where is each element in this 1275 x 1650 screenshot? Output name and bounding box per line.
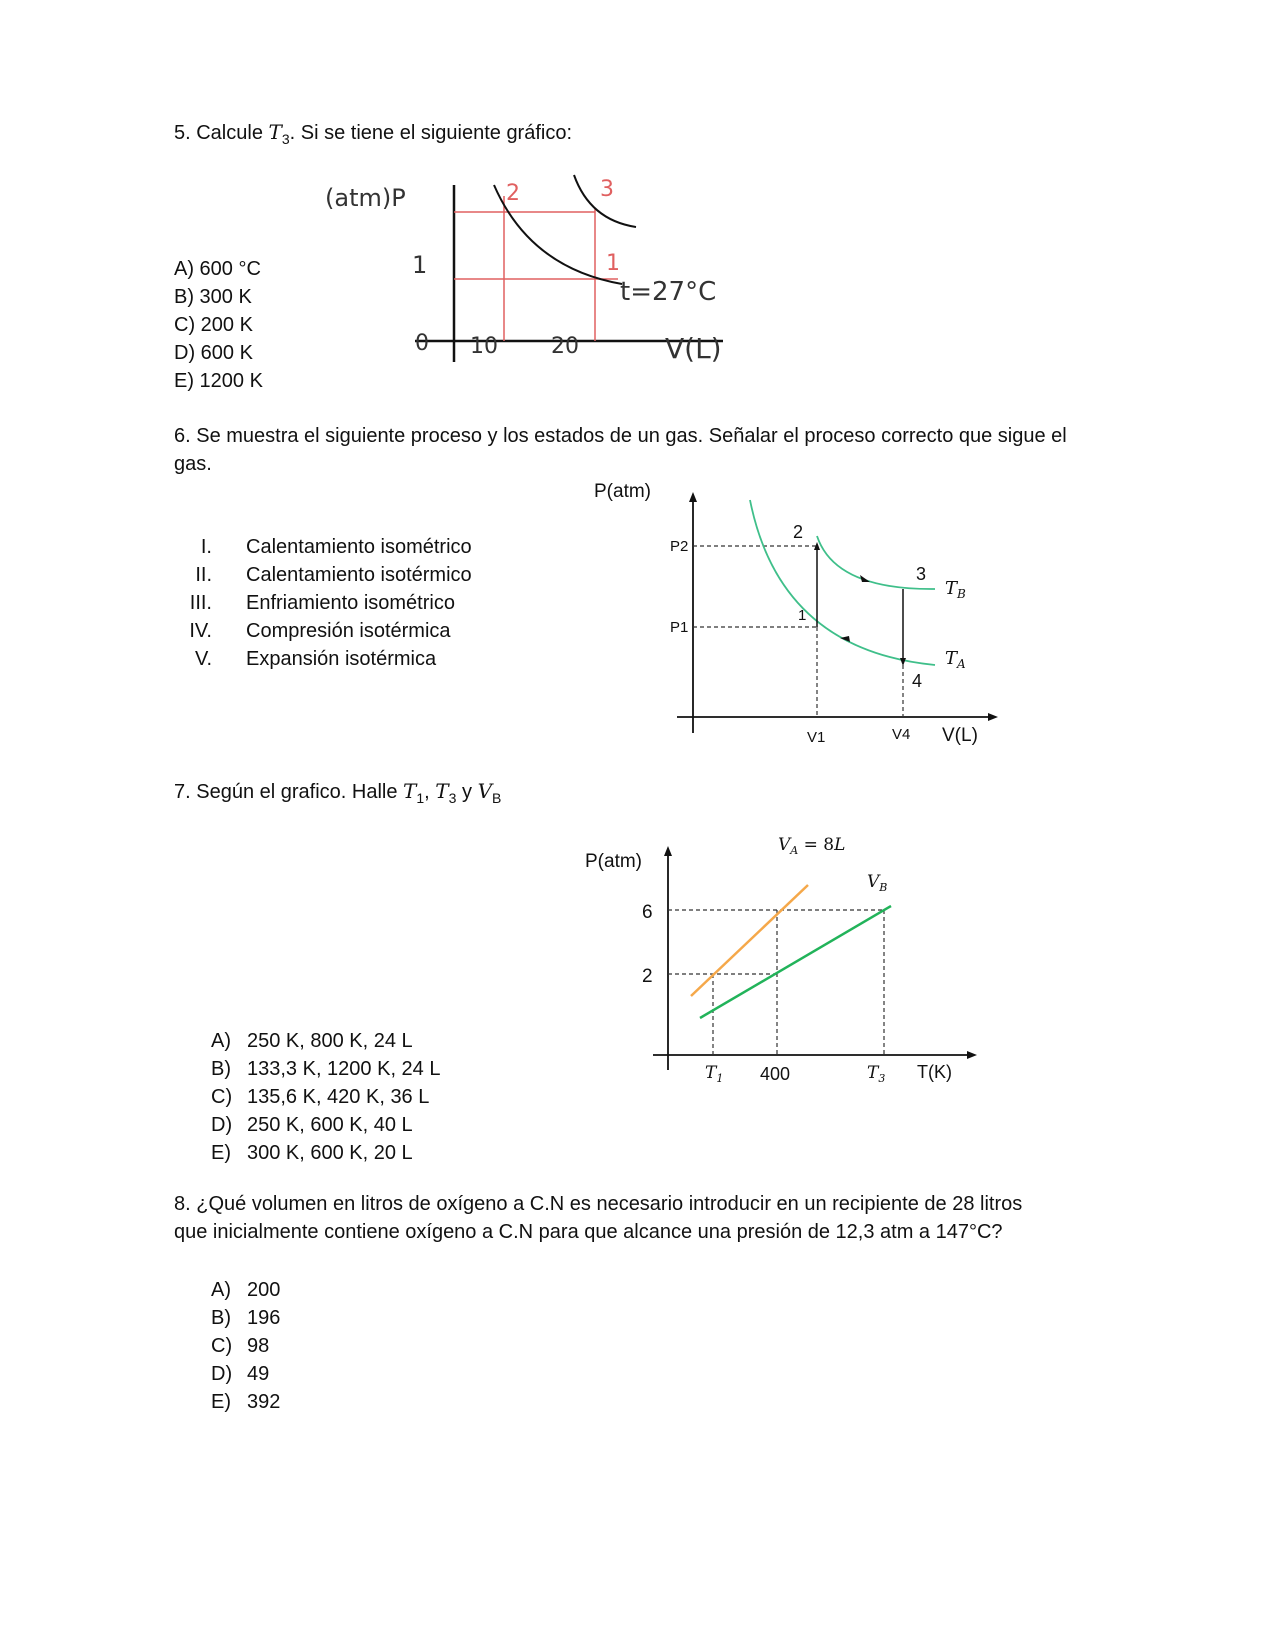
q7-and: y [456, 781, 478, 803]
q5-sub: 3 [281, 131, 290, 147]
q5-x-tick-20: 20 [551, 334, 579, 359]
q5-option-c[interactable]: C) 200 K [174, 314, 253, 336]
q7-t3-label [867, 1063, 885, 1085]
q6-state-4: 4 [912, 671, 923, 691]
q6-item-5[interactable] [174, 645, 436, 673]
q5-option-e[interactable]: E) 1200 K [174, 370, 263, 392]
q8-option-label: C) [211, 1335, 233, 1357]
q8-option-label: B) [211, 1307, 231, 1329]
q6-tb-label [945, 578, 966, 601]
q5-var: T [268, 120, 282, 144]
q7-option-a[interactable] [211, 1027, 413, 1055]
q7-option-d[interactable] [211, 1111, 413, 1139]
q7-t1-var: T [705, 1063, 717, 1083]
q7-y-tick-2: 2 [642, 966, 653, 987]
q7-option-text: 250 K, 600 K, 40 L [247, 1114, 413, 1136]
q8-question-line-2: que inicialmente contiene oxígeno a C.N para que alcance una presión de 12,3 atm a 147°C? [174, 1221, 1003, 1243]
q7-va-eq: = 8 [798, 835, 835, 855]
q7-option-label: E) [211, 1142, 231, 1164]
q7-option-text: 135,6 K, 420 K, 36 L [247, 1086, 430, 1108]
q7-option-label: B) [211, 1058, 231, 1080]
q5-point-3: 3 [600, 177, 614, 202]
q7-vb-label [867, 872, 887, 894]
q5-option-d[interactable]: D) 600 K [174, 342, 253, 364]
q6-y-label: P(atm) [594, 481, 651, 502]
q8-option-e[interactable] [211, 1388, 280, 1416]
q7-option-label: A) [211, 1030, 231, 1052]
q7-y-label: P(atm) [585, 851, 642, 872]
q5-option-b[interactable]: B) 300 K [174, 286, 252, 308]
q7-vb-sub: B [492, 790, 502, 806]
q5-option-a[interactable]: A) 600 °C [174, 258, 261, 280]
q7-va-sub: A [790, 844, 799, 857]
q7-option-text: 250 K, 800 K, 24 L [247, 1030, 413, 1052]
q7-vb-sub-g: B [879, 881, 888, 894]
q7-t1-sub-g: 1 [716, 1072, 724, 1085]
q7-t1: T [403, 779, 417, 803]
q6-x-arrow [988, 713, 998, 721]
q5-prefix: 5. Calcule [174, 122, 269, 144]
q8-option-text: 392 [247, 1391, 281, 1413]
q6-ta-sub: A [957, 657, 966, 671]
q7-va-var: V [778, 835, 791, 855]
q5-point-2: 2 [506, 181, 520, 206]
q6-v4-label: V4 [892, 726, 911, 743]
q6-item-1[interactable] [174, 533, 472, 561]
q6-arrowhead-3-4 [900, 658, 906, 666]
q5-x-label: V(L) [665, 332, 722, 365]
q7-graph [585, 830, 995, 1095]
q5-point-1: 1 [606, 251, 620, 276]
q7-option-b[interactable] [211, 1055, 441, 1083]
q6-item-text: Expansión isotérmica [246, 648, 437, 670]
q6-item-3[interactable] [174, 589, 455, 617]
q7-x-tick-400: 400 [760, 1064, 791, 1084]
q6-graph [594, 481, 1020, 760]
q8-option-label: E) [211, 1391, 231, 1413]
q6-tb-var: T [945, 578, 958, 599]
q5-temp-label: t=27°C [620, 277, 717, 307]
q6-item-text: Calentamiento isométrico [246, 536, 472, 558]
q7-option-text: 300 K, 600 K, 20 L [247, 1142, 413, 1164]
q6-item-num: IV. [189, 620, 212, 642]
q6-tb-sub: B [957, 587, 966, 601]
q5-graph [325, 170, 760, 390]
q7-line-va [691, 885, 808, 996]
q8-question-line-1: 8. ¿Qué volumen en litros de oxígeno a C.N es necesario introducir en un recipiente de 28 litros [174, 1193, 1023, 1215]
q6-item-num: II. [195, 564, 212, 586]
q7-option-label: D) [211, 1114, 233, 1136]
q6-item-4[interactable] [174, 617, 451, 645]
q6-ta-label [945, 648, 966, 671]
q6-state-1: 1 [798, 607, 807, 624]
q5-question [174, 118, 572, 153]
q6-y-arrow [689, 492, 697, 502]
q6-v1-label: V1 [807, 729, 826, 746]
q7-t3-sub: 3 [448, 790, 457, 806]
q8-option-a[interactable] [211, 1276, 280, 1304]
q7-t1-label [705, 1063, 723, 1085]
q6-item-num: III. [189, 592, 212, 614]
q7-t3: T [435, 779, 449, 803]
q8-option-b[interactable] [211, 1304, 280, 1332]
q5-suffix: . Si se tiene el siguiente gráfico: [289, 122, 573, 144]
q7-va-label [778, 835, 845, 857]
q7-vb: V [477, 779, 493, 803]
q7-x-label: T(K) [917, 1062, 952, 1082]
q6-item-num: I. [200, 536, 212, 558]
q8-option-label: D) [211, 1363, 233, 1385]
q8-option-text: 98 [247, 1335, 270, 1357]
q7-option-label: C) [211, 1086, 233, 1108]
q6-item-num: V. [194, 648, 212, 670]
q8-option-c[interactable] [211, 1332, 269, 1360]
q8-option-text: 200 [247, 1279, 281, 1301]
q6-state-2: 2 [793, 522, 804, 542]
q5-origin: 0 [415, 331, 429, 356]
q8-option-text: 196 [247, 1307, 281, 1329]
q7-option-c[interactable] [211, 1083, 429, 1111]
q6-state-3: 3 [916, 564, 927, 584]
q8-option-d[interactable] [211, 1360, 269, 1388]
q6-arrowhead-2-3 [860, 575, 870, 582]
q6-item-2[interactable] [174, 561, 472, 589]
q7-va-unit: L [834, 835, 846, 855]
q7-option-e[interactable] [211, 1139, 413, 1167]
q6-item-text: Calentamiento isotérmico [246, 564, 472, 586]
q7-y-tick-6: 6 [642, 902, 653, 923]
q7-y-arrow [664, 846, 672, 856]
q7-prefix: 7. Según el grafico. Halle [174, 781, 404, 803]
q7-vb-var: V [867, 872, 880, 892]
q6-item-text: Enfriamiento isométrico [246, 592, 455, 614]
q7-t3-var: T [867, 1063, 879, 1083]
q5-y-tick-1: 1 [412, 251, 428, 279]
q6-question-line-1: 6. Se muestra el siguiente proceso y los estados de un gas. Señalar el proceso correcto que sigue el [174, 425, 1067, 447]
q6-item-text: Compresión isotérmica [246, 620, 451, 642]
q7-option-text: 133,3 K, 1200 K, 24 L [247, 1058, 441, 1080]
q6-question-line-2: gas. [174, 453, 212, 475]
q8-option-label: A) [211, 1279, 231, 1301]
q7-t3-sub-g: 3 [878, 1072, 886, 1085]
q5-y-label: (atm)P [325, 184, 406, 212]
q7-comma: , [424, 781, 436, 803]
q8-option-text: 49 [247, 1363, 270, 1385]
q6-isotherm-ta [750, 500, 935, 665]
q6-p2-label: P2 [670, 538, 689, 555]
q7-t1-sub: 1 [416, 790, 425, 806]
q6-x-label: V(L) [942, 725, 978, 746]
q7-x-arrow [967, 1051, 977, 1059]
q6-p1-label: P1 [670, 619, 689, 636]
q7-question [174, 777, 501, 812]
q5-x-tick-10: 10 [470, 334, 498, 359]
q6-ta-var: T [945, 648, 958, 669]
